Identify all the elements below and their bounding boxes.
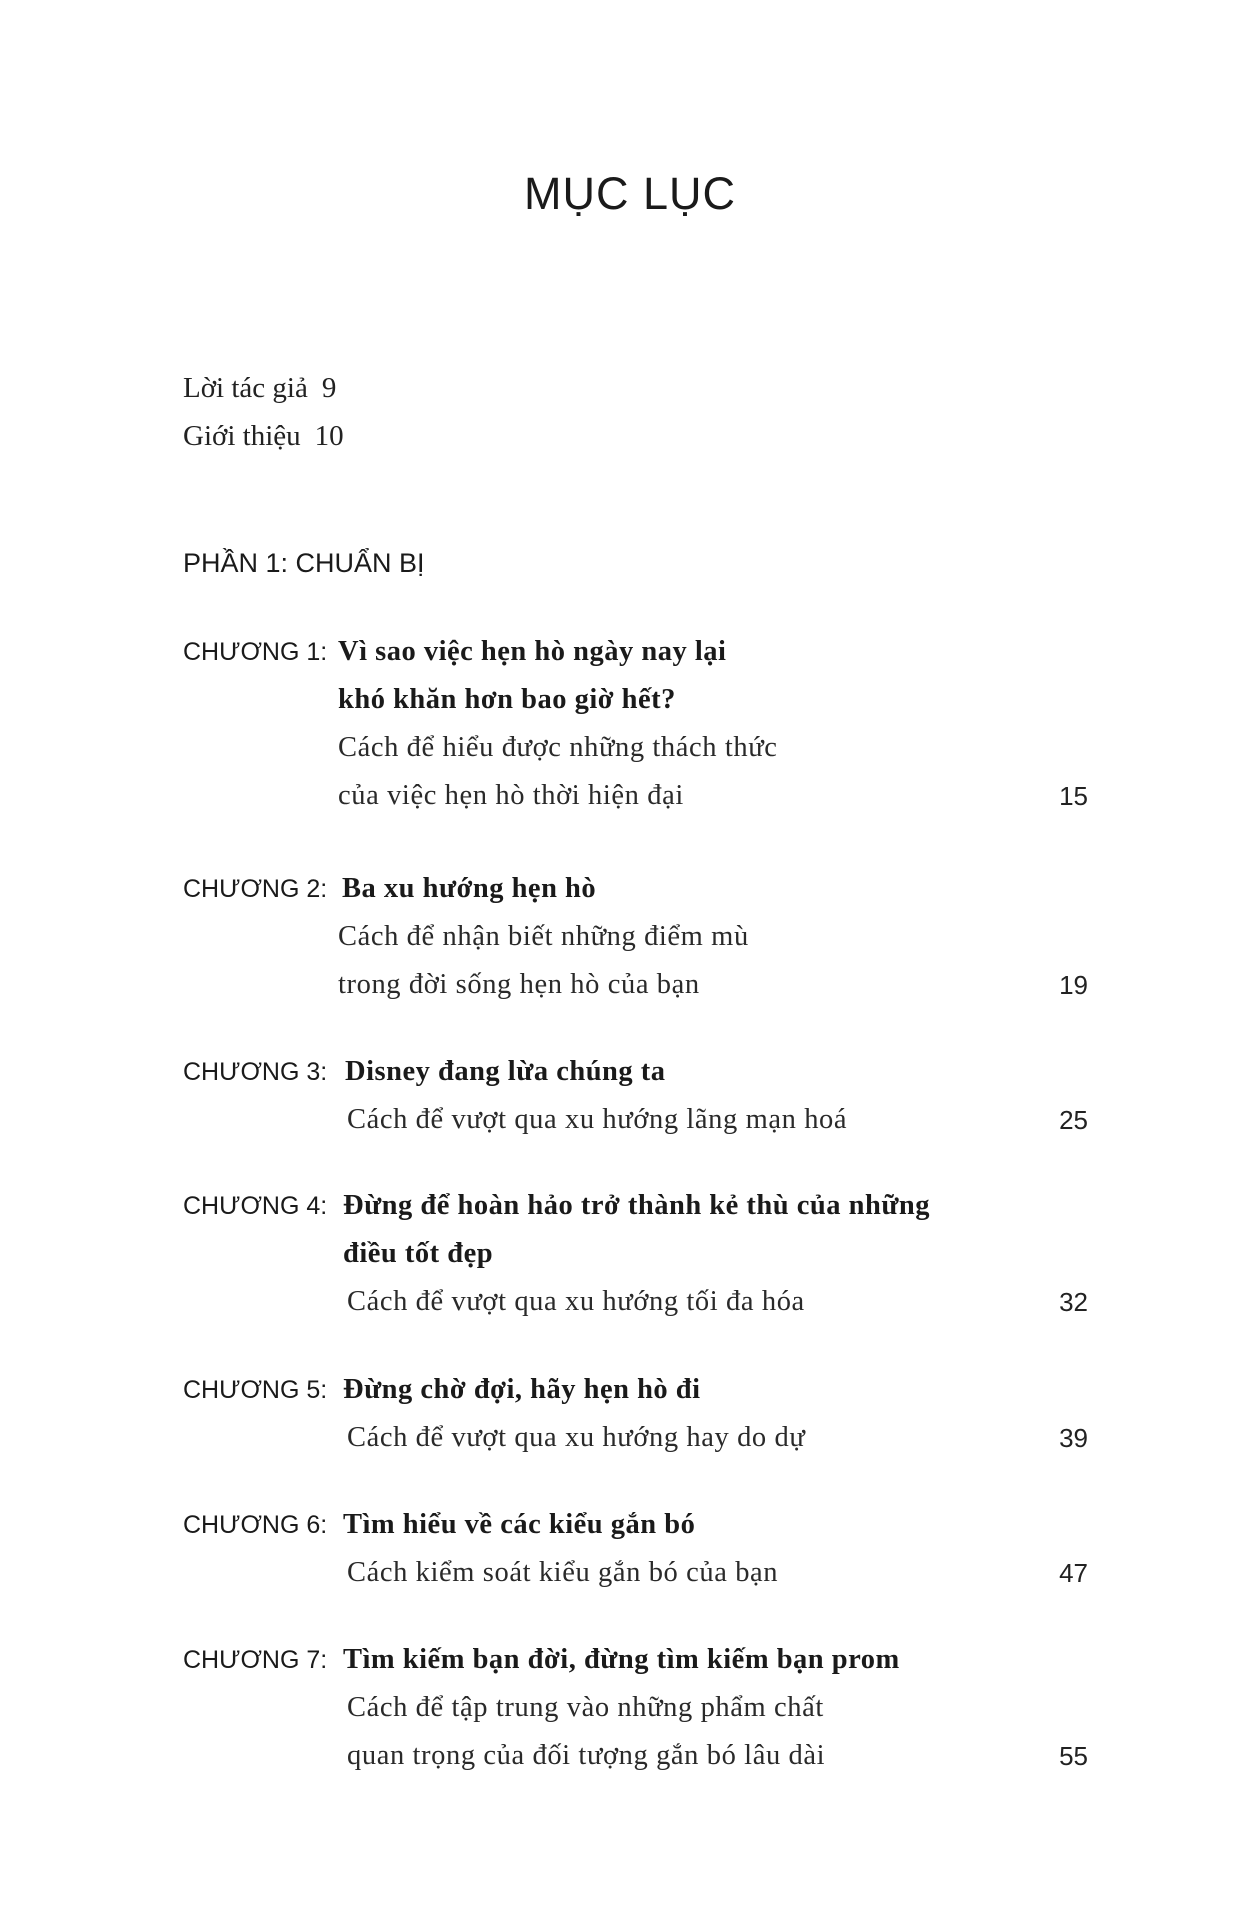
chapter-title-line: Đừng chờ đợi, hãy hẹn hò đi bbox=[343, 1374, 701, 1405]
chapter-subtitle-line: Cách để vượt qua xu hướng tối đa hóa bbox=[347, 1286, 805, 1317]
toc-chapter-1[interactable] bbox=[183, 628, 1088, 820]
toc-chapter-2[interactable] bbox=[183, 865, 1088, 1009]
chapter-subtitle-line: Cách kiểm soát kiểu gắn bó của bạn bbox=[347, 1557, 779, 1588]
chapter-label: CHƯƠNG 3: bbox=[183, 1058, 328, 1086]
page-title: MỤC LỤC bbox=[523, 168, 736, 219]
chapter-label: CHƯƠNG 1: bbox=[183, 638, 328, 666]
toc-chapter-5[interactable] bbox=[183, 1366, 1088, 1462]
chapter-label: CHƯƠNG 5: bbox=[183, 1376, 328, 1404]
toc-chapter-4[interactable] bbox=[183, 1182, 1088, 1326]
chapter-subtitle-line: Cách để hiểu được những thách thức bbox=[338, 732, 778, 763]
toc-entry-page: 10 bbox=[314, 420, 344, 452]
chapter-subtitle-line: Cách để nhận biết những điểm mù bbox=[338, 921, 749, 952]
chapter-subtitle-line: trong đời sống hẹn hò của bạn bbox=[338, 969, 700, 1000]
chapter-title-line: Ba xu hướng hẹn hò bbox=[342, 873, 597, 904]
chapter-page-number: 25 bbox=[1059, 1105, 1088, 1135]
toc-chapter-3[interactable] bbox=[183, 1048, 1088, 1144]
chapter-page-number: 47 bbox=[1059, 1558, 1088, 1588]
chapter-label: CHƯƠNG 4: bbox=[183, 1192, 328, 1220]
part-title: PHẦN 1: CHUẨN BỊ bbox=[183, 548, 425, 578]
chapter-title-line: Tìm kiếm bạn đời, đừng tìm kiếm bạn prom bbox=[343, 1644, 900, 1675]
chapter-subtitle-line: Cách để vượt qua xu hướng lãng mạn hoá bbox=[347, 1104, 848, 1135]
chapter-label: CHƯƠNG 2: bbox=[183, 875, 328, 903]
chapter-title-line: Vì sao việc hẹn hò ngày nay lại bbox=[338, 636, 727, 667]
toc-entry-introduction[interactable] bbox=[183, 420, 344, 453]
chapter-page-number: 55 bbox=[1059, 1741, 1088, 1771]
toc-chapter-6[interactable] bbox=[183, 1501, 1088, 1597]
chapter-title-line: Tìm hiểu về các kiểu gắn bó bbox=[343, 1509, 696, 1540]
chapter-page-number: 39 bbox=[1059, 1423, 1088, 1453]
chapter-title-line: khó khăn hơn bao giờ hết? bbox=[338, 684, 676, 715]
chapter-page-number: 15 bbox=[1059, 781, 1088, 811]
chapter-title-line: Disney đang lừa chúng ta bbox=[345, 1056, 666, 1087]
toc-chapter-7[interactable] bbox=[183, 1636, 1088, 1780]
toc-entry-author-note[interactable] bbox=[183, 372, 336, 405]
toc-entry-page: 9 bbox=[321, 372, 337, 404]
chapter-label: CHƯƠNG 7: bbox=[183, 1646, 328, 1674]
chapter-subtitle-line: quan trọng của đối tượng gắn bó lâu dài bbox=[347, 1740, 826, 1771]
chapter-page-number: 19 bbox=[1059, 970, 1088, 1000]
chapter-page-number: 32 bbox=[1059, 1287, 1088, 1317]
toc-entry-label: Lời tác giả bbox=[183, 372, 308, 404]
toc-entry-label: Giới thiệu bbox=[183, 420, 301, 452]
chapter-subtitle-line: của việc hẹn hò thời hiện đại bbox=[338, 780, 684, 811]
chapter-subtitle-line: Cách để vượt qua xu hướng hay do dự bbox=[347, 1422, 806, 1453]
chapter-title-line: Đừng để hoàn hảo trở thành kẻ thù của những bbox=[343, 1190, 931, 1221]
chapter-label: CHƯƠNG 6: bbox=[183, 1511, 328, 1539]
chapter-title-line: điều tốt đẹp bbox=[343, 1238, 494, 1269]
chapter-subtitle-line: Cách để tập trung vào những phẩm chất bbox=[347, 1692, 824, 1723]
